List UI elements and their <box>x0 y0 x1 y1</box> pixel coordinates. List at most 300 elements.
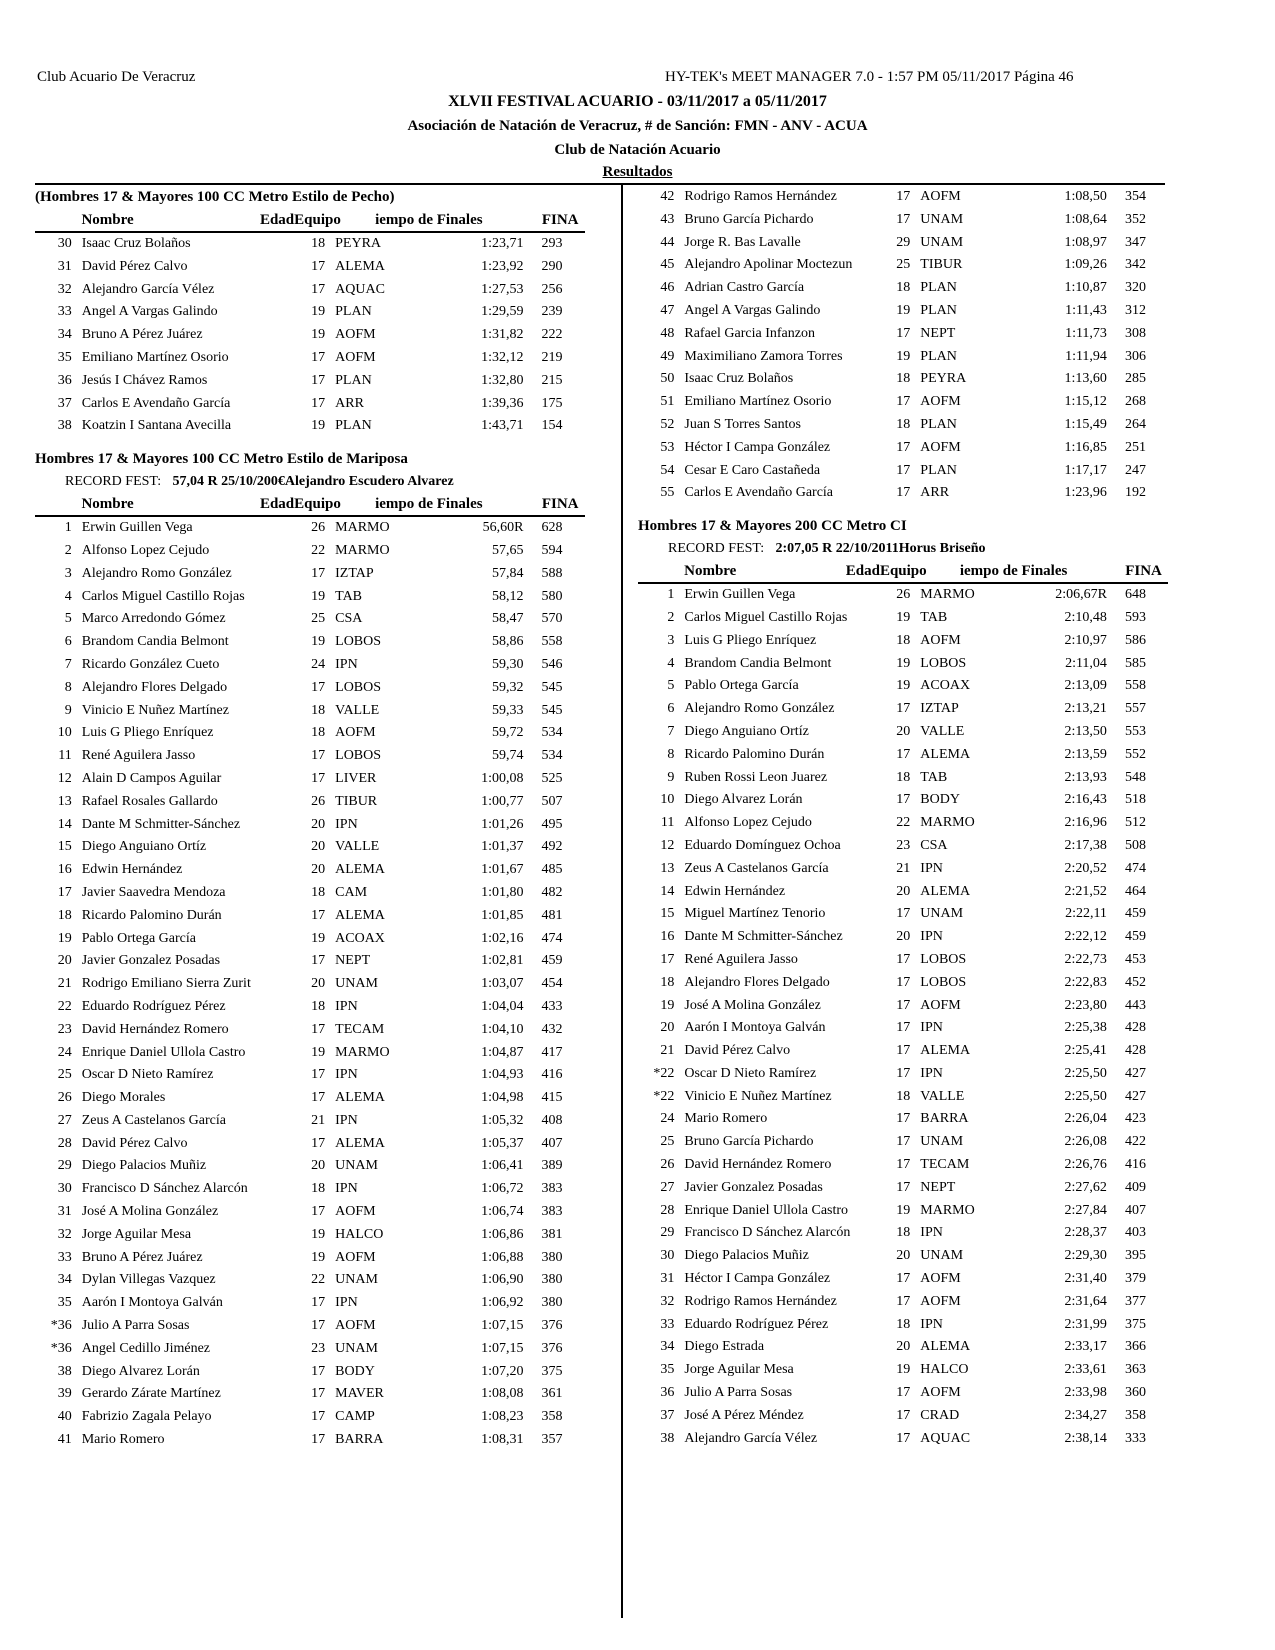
age: 20 <box>896 929 911 945</box>
swimmer-name: Jesús I Chávez Ramos <box>81 372 208 388</box>
swimmer-name: José A Molina González <box>81 1204 219 1220</box>
table-row <box>35 1338 585 1361</box>
age: 24 <box>311 656 326 672</box>
table-row <box>35 415 585 438</box>
record-line <box>638 538 1168 560</box>
final-time: 2:31,99 <box>1064 1316 1107 1332</box>
swimmer-name: Bruno A Pérez Juárez <box>81 1249 203 1265</box>
place: 12 <box>57 770 72 786</box>
swimmer-name: Bruno A Pérez Juárez <box>81 327 203 343</box>
swimmer-name: Miguel Martínez Tenorio <box>684 906 826 922</box>
fina-points: 459 <box>541 953 563 969</box>
age: 19 <box>311 1044 326 1060</box>
fina-points: 557 <box>1124 701 1146 717</box>
final-time: 2:13,59 <box>1064 746 1107 762</box>
table-row <box>638 1314 1168 1337</box>
age: 20 <box>311 816 326 832</box>
table-row <box>35 256 585 279</box>
table-row <box>35 859 585 882</box>
age: 26 <box>311 793 326 809</box>
fina-points: 293 <box>541 236 563 251</box>
final-time: 1:17,17 <box>1064 462 1107 478</box>
page-header-software: HY-TEK's MEET MANAGER 7.0 - 1:57 PM 05/11/2017 Página 46 <box>665 69 1074 85</box>
age: 19 <box>896 609 911 625</box>
table-row <box>35 1178 585 1201</box>
fina-points: 251 <box>1124 439 1146 455</box>
place: 2 <box>64 542 72 558</box>
swimmer-name: Aarón I Montoya Galván <box>684 1020 826 1036</box>
left-column <box>35 186 585 1452</box>
place: 14 <box>660 883 675 899</box>
fina-points: 222 <box>541 327 563 343</box>
fina-points: 482 <box>541 884 563 900</box>
final-time: 2:22,73 <box>1064 951 1107 967</box>
swimmer-name: Alfonso Lopez Cejudo <box>684 815 812 831</box>
place: 51 <box>660 394 675 410</box>
fina-points: 459 <box>1124 929 1146 945</box>
team: TAB <box>920 609 948 625</box>
fina-points: 256 <box>541 281 563 297</box>
age: 19 <box>896 348 911 364</box>
results-pecho <box>35 233 585 438</box>
final-time: 2:25,50 <box>1064 1065 1107 1081</box>
table-row <box>638 186 1168 209</box>
swimmer-name: René Aguilera Jasso <box>684 951 798 967</box>
place: 40 <box>57 1409 72 1425</box>
final-time: 2:26,08 <box>1064 1134 1107 1150</box>
fina-points: 416 <box>541 1067 563 1083</box>
place: 33 <box>57 1249 72 1265</box>
fina-points: 306 <box>1124 348 1146 364</box>
fina-points: 192 <box>1124 485 1146 501</box>
age: 17 <box>311 565 326 581</box>
team: ALEMA <box>335 907 385 923</box>
team: CAMP <box>335 1409 375 1425</box>
swimmer-name: Erwin Guillen Vega <box>81 520 193 536</box>
place: 19 <box>660 997 675 1013</box>
place: 21 <box>660 1043 675 1059</box>
swimmer-name: Rafael Rosales Gallardo <box>81 793 218 809</box>
age: 17 <box>896 701 911 717</box>
final-time: 2:33,61 <box>1064 1362 1107 1378</box>
swimmer-name: Cesar E Caro Castañeda <box>684 462 821 478</box>
final-time: 1:13,60 <box>1064 371 1107 387</box>
column-divider <box>621 183 623 1618</box>
table-row <box>638 1108 1168 1131</box>
team: CSA <box>920 837 948 853</box>
age: 17 <box>896 792 911 808</box>
fina-points: 375 <box>541 1363 563 1379</box>
fina-points: 485 <box>541 862 563 878</box>
place: 9 <box>667 769 675 785</box>
place: 14 <box>57 816 72 832</box>
final-time: 1:07,15 <box>481 1340 524 1356</box>
swimmer-name: Rodrigo Ramos Hernández <box>684 189 837 204</box>
team: IPN <box>920 1065 943 1081</box>
col-edad-equipo: EdadEquipo <box>845 563 927 580</box>
place: 21 <box>57 976 72 992</box>
place: 2 <box>667 609 675 625</box>
place: *36 <box>50 1340 72 1356</box>
age: 18 <box>896 1225 911 1241</box>
fina-points: 512 <box>1124 815 1146 831</box>
swimmer-name: Emiliano Martínez Osorio <box>81 349 229 365</box>
final-time: 1:08,31 <box>481 1432 524 1448</box>
record-line <box>35 471 585 493</box>
team: PEYRA <box>335 236 382 251</box>
table-row <box>35 1406 585 1429</box>
place: 36 <box>57 372 72 388</box>
place: 16 <box>57 862 72 878</box>
place: 31 <box>660 1271 675 1287</box>
age: 19 <box>896 302 911 318</box>
age: 17 <box>896 462 911 478</box>
team: ACOAX <box>335 930 385 946</box>
col-nombre: Nombre <box>81 496 134 513</box>
age: 17 <box>311 1204 326 1220</box>
place: 31 <box>57 1204 72 1220</box>
record-label: RECORD FEST: <box>65 474 162 490</box>
swimmer-name: Ricardo González Cueto <box>81 656 220 672</box>
place: 13 <box>57 793 72 809</box>
table-row <box>638 254 1168 277</box>
fina-points: 358 <box>541 1409 563 1425</box>
table-row <box>35 768 585 791</box>
swimmer-name: Koatzin I Santana Avecilla <box>81 418 232 434</box>
fina-points: 495 <box>541 816 563 832</box>
final-time: 1:10,87 <box>1064 280 1107 296</box>
final-time: 2:22,83 <box>1064 974 1107 990</box>
final-time: 1:23,96 <box>1064 485 1107 501</box>
age: 17 <box>311 1318 326 1334</box>
team: UNAM <box>920 211 964 227</box>
event-title-ci: Hombres 17 & Mayores 200 CC Metro CI <box>638 518 907 535</box>
fina-points: 360 <box>1124 1385 1146 1401</box>
swimmer-name: Eduardo Rodríguez Pérez <box>684 1316 829 1332</box>
age: 17 <box>896 1043 911 1059</box>
team: PLAN <box>335 304 372 320</box>
team: TECAM <box>920 1157 970 1173</box>
age: 19 <box>311 634 326 650</box>
swimmer-name: Juan S Torres Santos <box>684 416 801 432</box>
place: 17 <box>660 951 675 967</box>
swimmer-name: Gerardo Zárate Martínez <box>81 1386 221 1402</box>
table-row <box>35 836 585 859</box>
swimmer-name: Marco Arredondo Gómez <box>81 611 226 627</box>
team: AOFM <box>920 1293 961 1309</box>
fina-points: 585 <box>1124 655 1146 671</box>
place: 47 <box>660 302 675 318</box>
place: 3 <box>64 565 72 581</box>
place: 42 <box>660 189 675 204</box>
team: BARRA <box>920 1111 969 1127</box>
final-time: 1:04,87 <box>481 1044 524 1060</box>
team: ARR <box>335 395 364 411</box>
table-row <box>35 814 585 837</box>
team: ALEMA <box>920 1043 971 1059</box>
fina-points: 648 <box>1124 587 1146 603</box>
swimmer-name: Erwin Guillen Vega <box>684 587 796 603</box>
table-row <box>35 393 585 416</box>
table-row <box>35 1064 585 1087</box>
place: 33 <box>57 304 72 320</box>
fina-points: 268 <box>1124 394 1146 410</box>
swimmer-name: David Hernández Romero <box>81 1021 229 1037</box>
age: 19 <box>311 304 326 320</box>
final-time: 2:25,41 <box>1064 1043 1107 1059</box>
age: 17 <box>896 1179 911 1195</box>
swimmer-name: Enrique Daniel Ullola Castro <box>81 1044 246 1060</box>
team: PLAN <box>920 348 957 364</box>
table-row <box>35 1383 585 1406</box>
results-ci <box>638 584 1168 1450</box>
place: 9 <box>64 702 72 718</box>
team: PLAN <box>920 462 957 478</box>
swimmer-name: Vinicio E Nuñez Martínez <box>81 702 229 718</box>
age: 19 <box>896 1202 911 1218</box>
table-row <box>638 1268 1168 1291</box>
team: TIBUR <box>335 793 378 809</box>
age: 25 <box>896 257 911 273</box>
table-row <box>638 926 1168 949</box>
team: IPN <box>335 1181 358 1197</box>
table-row <box>638 1336 1168 1359</box>
table-row <box>35 882 585 905</box>
team: PLAN <box>920 416 957 432</box>
col-fina: FINA <box>1125 563 1162 580</box>
fina-points: 428 <box>1124 1043 1146 1059</box>
table-row <box>35 1224 585 1247</box>
place: 55 <box>660 485 675 501</box>
table-row <box>638 721 1168 744</box>
table-row <box>35 654 585 677</box>
place: 34 <box>57 327 72 343</box>
team: AOFM <box>920 1385 961 1401</box>
final-time: 1:06,90 <box>481 1272 524 1288</box>
final-time: 1:15,12 <box>1064 394 1107 410</box>
age: 22 <box>896 815 911 831</box>
table-row <box>35 608 585 631</box>
col-edad-equipo: EdadEquipo <box>259 496 341 513</box>
final-time: 1:05,37 <box>481 1135 524 1151</box>
final-time: 59,32 <box>492 679 524 695</box>
final-time: 2:29,30 <box>1064 1248 1107 1264</box>
swimmer-name: Bruno García Pichardo <box>684 1134 814 1150</box>
col-edad-equipo: EdadEquipo <box>259 212 341 228</box>
place: 4 <box>667 655 675 671</box>
swimmer-name: Jorge Aguilar Mesa <box>81 1226 192 1242</box>
swimmer-name: Julio A Parra Sosas <box>81 1318 190 1334</box>
place: 19 <box>57 930 72 946</box>
final-time: 2:22,12 <box>1064 929 1107 945</box>
team: ALEMA <box>920 746 971 762</box>
final-time: 1:11,73 <box>1065 325 1107 341</box>
place: 28 <box>660 1202 675 1218</box>
fina-points: 383 <box>541 1204 563 1220</box>
table-row <box>35 905 585 928</box>
fina-points: 492 <box>541 839 563 855</box>
place: 29 <box>660 1225 675 1241</box>
age: 18 <box>311 884 326 900</box>
team: BODY <box>335 1363 375 1379</box>
results-mariposa-continued <box>638 186 1168 505</box>
team: AOFM <box>920 1271 961 1287</box>
swimmer-name: Rodrigo Emiliano Sierra Zurit <box>81 976 251 992</box>
table-row <box>35 586 585 609</box>
age: 17 <box>896 1430 911 1446</box>
final-time: 1:06,41 <box>481 1158 524 1174</box>
table-row <box>35 1269 585 1292</box>
place: 16 <box>660 929 675 945</box>
final-time: 2:25,38 <box>1064 1020 1107 1036</box>
team: UNAM <box>920 1248 964 1264</box>
place: 52 <box>660 416 675 432</box>
team: IZTAP <box>335 565 374 581</box>
fina-points: 459 <box>1124 906 1146 922</box>
team: AOFM <box>920 632 961 648</box>
table-row <box>35 745 585 768</box>
team: MARMO <box>920 815 975 831</box>
fina-points: 433 <box>541 998 563 1014</box>
final-time: 2:27,84 <box>1064 1202 1107 1218</box>
table-row <box>638 767 1168 790</box>
table-row <box>638 414 1168 437</box>
team: NEPT <box>920 325 956 341</box>
age: 19 <box>311 418 326 434</box>
age: 18 <box>896 371 911 387</box>
fina-points: 375 <box>1124 1316 1146 1332</box>
final-time: 1:01,67 <box>481 862 524 878</box>
col-tiempo: iempo de Finales <box>375 496 483 513</box>
table-row <box>638 1291 1168 1314</box>
fina-points: 380 <box>541 1272 563 1288</box>
swimmer-name: Angel A Vargas Galindo <box>81 304 218 320</box>
age: 17 <box>311 748 326 764</box>
team: NEPT <box>920 1179 956 1195</box>
fina-points: 546 <box>541 656 563 672</box>
team: LOBOS <box>335 679 382 695</box>
table-row <box>638 1017 1168 1040</box>
table-row <box>35 517 585 540</box>
swimmer-name: Edwin Hernández <box>684 883 786 899</box>
fina-points: 525 <box>541 770 563 786</box>
age: 19 <box>896 655 911 671</box>
place: 4 <box>64 588 72 604</box>
fina-points: 358 <box>1124 1407 1146 1423</box>
team: AQUAC <box>920 1430 971 1446</box>
final-time: 1:02,16 <box>481 930 524 946</box>
place: 22 <box>57 998 72 1014</box>
final-time: 2:33,17 <box>1064 1339 1107 1355</box>
final-time: 2:31,40 <box>1064 1271 1107 1287</box>
fina-points: 481 <box>541 907 563 923</box>
swimmer-name: Héctor I Campa González <box>684 1271 831 1287</box>
swimmer-name: Ricardo Palomino Durán <box>81 907 222 923</box>
age: 26 <box>896 587 911 603</box>
swimmer-name: Alejandro Romo González <box>81 565 232 581</box>
fina-points: 381 <box>541 1226 563 1242</box>
swimmer-name: Alejandro Flores Delgado <box>684 974 830 990</box>
final-time: 2:25,50 <box>1064 1088 1107 1104</box>
table-row <box>638 698 1168 721</box>
final-time: 1:04,93 <box>481 1067 524 1083</box>
swimmer-name: Maximiliano Zamora Torres <box>684 348 843 364</box>
table-row <box>35 928 585 951</box>
fina-points: 403 <box>1124 1225 1146 1241</box>
team: UNAM <box>335 1340 378 1356</box>
swimmer-name: Francisco D Sánchez Alarcón <box>684 1225 851 1241</box>
team: HALCO <box>335 1226 384 1242</box>
age: 17 <box>896 1271 911 1287</box>
swimmer-name: Edwin Hernández <box>81 862 183 878</box>
final-time: 59,30 <box>492 656 524 672</box>
age: 17 <box>896 1385 911 1401</box>
swimmer-name: Eduardo Rodríguez Pérez <box>81 998 226 1014</box>
table-row <box>638 437 1168 460</box>
fina-points: 548 <box>1124 769 1146 785</box>
age: 23 <box>311 1340 326 1356</box>
place: 35 <box>660 1362 675 1378</box>
fina-points: 409 <box>1124 1179 1146 1195</box>
team: PLAN <box>920 280 957 296</box>
age: 19 <box>896 678 911 694</box>
swimmer-name: Mario Romero <box>684 1111 768 1127</box>
final-time: 1:08,50 <box>1064 189 1107 204</box>
final-time: 1:16,85 <box>1064 439 1107 455</box>
final-time: 2:26,76 <box>1064 1157 1107 1173</box>
final-time: 58,47 <box>492 611 524 627</box>
page-header-club: Club Acuario De Veracruz <box>37 69 196 85</box>
age: 18 <box>896 769 911 785</box>
team: TECAM <box>335 1021 385 1037</box>
place: 13 <box>660 860 675 876</box>
table-row <box>638 653 1168 676</box>
team: ALEMA <box>335 1090 385 1106</box>
fina-points: 452 <box>1124 974 1146 990</box>
place: 24 <box>57 1044 72 1060</box>
final-time: 2:06,67R <box>1055 587 1107 603</box>
place: 38 <box>57 1363 72 1379</box>
top-rule <box>35 183 1165 185</box>
final-time: 1:00,77 <box>481 793 524 809</box>
fina-points: 342 <box>1124 257 1146 273</box>
team: PEYRA <box>920 371 967 387</box>
table-row <box>35 563 585 586</box>
table-row <box>638 1131 1168 1154</box>
team: IPN <box>920 1225 943 1241</box>
fina-points: 415 <box>541 1090 563 1106</box>
age: 18 <box>311 1181 326 1197</box>
table-header <box>638 560 1168 584</box>
fina-points: 407 <box>1124 1202 1146 1218</box>
team: AOFM <box>920 439 961 455</box>
place: 46 <box>660 280 675 296</box>
final-time: 1:29,59 <box>481 304 524 320</box>
age: 17 <box>896 1407 911 1423</box>
final-time: 2:16,96 <box>1064 815 1107 831</box>
age: 17 <box>896 1134 911 1150</box>
team: IZTAP <box>920 701 959 717</box>
fina-points: 586 <box>1124 632 1146 648</box>
team: BARRA <box>335 1432 384 1448</box>
swimmer-name: Aarón I Montoya Galván <box>81 1295 223 1311</box>
swimmer-name: Diego Estrada <box>684 1339 765 1355</box>
table-row <box>35 1315 585 1338</box>
age: 17 <box>896 951 911 967</box>
final-time: 56,60R <box>482 520 524 536</box>
table-row <box>638 209 1168 232</box>
swimmer-name: Diego Morales <box>81 1090 166 1106</box>
